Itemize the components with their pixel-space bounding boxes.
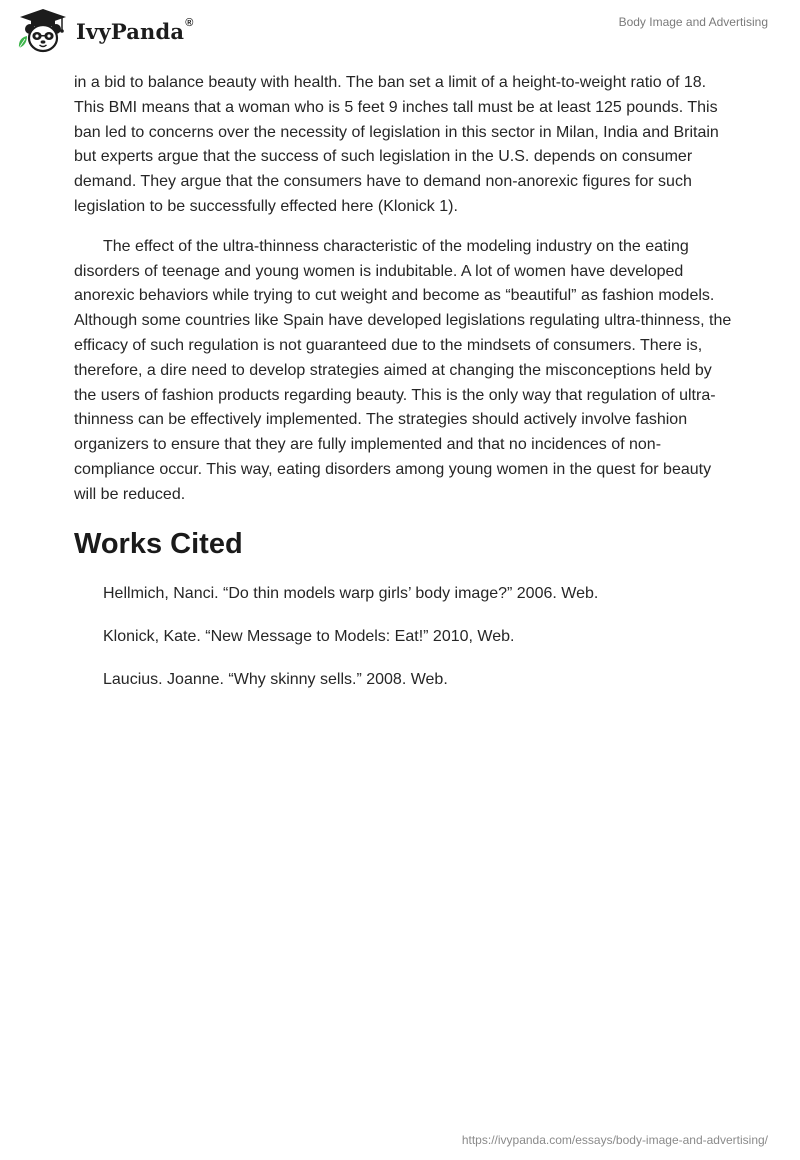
source-url-link[interactable]: https://ivypanda.com/essays/body-image-and-advertising/ (461, 1133, 768, 1147)
works-cited-heading: Works Cited (74, 527, 243, 560)
citation-entry: Laucius. Joanne. “Why skinny sells.” 2008. Web. (103, 670, 448, 688)
ivypanda-logo[interactable] (16, 8, 194, 54)
essay-content (74, 71, 734, 711)
panda-graduate-icon (16, 8, 70, 54)
document-title: Body Image and Advertising (618, 15, 768, 29)
citation-entry: Klonick, Kate. “New Message to Models: Eat!” 2010, Web. (103, 627, 515, 645)
body-paragraph: in a bid to balance beauty with health. The ban set a limit of a height-to-weight ratio of 18. This BMI means that a woman who is 5 feet 9 inches tall must be at least 125 pounds. This ban led to concerns over the necessity of legislation in this sector in Milan, India and Britain but experts argue that the success of such legislation in the U.S. depends on consumer demand. They argue that the consumers have to demand non-anorexic figures for such legislation to be successfully effected here (Klonick 1). (74, 74, 719, 215)
citation-entry: Hellmich, Nanci. “Do thin models warp girls’ body image?” 2006. Web. (103, 584, 599, 602)
logo-wordmark: IvyPanda® (76, 16, 194, 44)
page-header (0, 0, 800, 70)
body-paragraph: The effect of the ultra-thinness characteristic of the modeling industry on the eating disorders of teenage and young women is indubitable. A lot of women have developed anorexic behaviors while trying to cut weight and become as “beautiful” as fashion models. Although some countries like Spain have developed legislations regulating ultra-thinness, the efficacy of such regulation is not guaranteed due to the mindsets of consumers. There is, therefore, a dire need to develop strategies aimed at changing the misconceptions held by the users of fashion products regarding beauty. This is the only way that regulation of ultra-thinness can be effectively implemented. The strategies should actively involve fashion organizers to ensure that they are fully implemented and that no incidences of non-compliance occur. This way, eating disorders among young women in the quest for beauty will be reduced. (74, 237, 732, 503)
registered-mark: ® (185, 16, 194, 29)
